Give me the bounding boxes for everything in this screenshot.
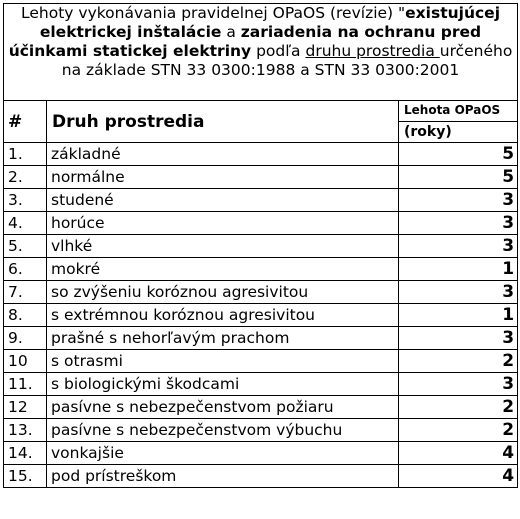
title-text-1: Lehoty vykonávania pravidelnej OPaOS (revízie) " (21, 4, 406, 22)
row-interval-years: 1 (399, 258, 518, 281)
table-row (4, 465, 518, 488)
header-interval-unit: (roky) (399, 122, 518, 143)
title-text-4: určeného na základe STN 33 0300:1988 a STN 33 0300:2001 (61, 42, 513, 79)
table-row (4, 442, 518, 465)
table-row (4, 166, 518, 189)
row-environment-type: so zvýšeniu koróznou agresivitou (47, 281, 399, 304)
row-environment-type: studené (47, 189, 399, 212)
row-number: 3. (4, 189, 47, 212)
row-interval-years: 3 (399, 373, 518, 396)
row-environment-type: pasívne s nebezpečenstvom výbuchu (47, 419, 399, 442)
title-bold-2: zariadenia na ochranu pred účinkami statickej elektriny (8, 23, 482, 60)
table-row (4, 258, 518, 281)
row-environment-type: základné (47, 143, 399, 166)
table-row (4, 143, 518, 166)
row-interval-years: 5 (399, 166, 518, 189)
row-number: 6. (4, 258, 47, 281)
row-interval-years: 3 (399, 327, 518, 350)
title-text-3: podľa (251, 42, 306, 60)
table-row (4, 235, 518, 258)
row-number: 4. (4, 212, 47, 235)
row-environment-type: prašné s nehorľavým prachom (47, 327, 399, 350)
row-interval-years: 2 (399, 396, 518, 419)
row-number: 15. (4, 465, 47, 488)
row-environment-type: pasívne s nebezpečenstvom požiaru (47, 396, 399, 419)
row-interval-years: 4 (399, 442, 518, 465)
row-number: 11. (4, 373, 47, 396)
table-row (4, 304, 518, 327)
header-interval: Lehota OPaOS (399, 101, 518, 122)
title-text-2: a (221, 23, 241, 41)
row-environment-type: mokré (47, 258, 399, 281)
row-environment-type: s biologickými škodcami (47, 373, 399, 396)
table-row (4, 350, 518, 373)
row-environment-type: vonkajšie (47, 442, 399, 465)
row-number: 10 (4, 350, 47, 373)
row-environment-type: pod prístreškom (47, 465, 399, 488)
row-environment-type: s extrémnou koróznou agresivitou (47, 304, 399, 327)
row-number: 13. (4, 419, 47, 442)
inspection-interval-table-wrapper (3, 3, 517, 488)
table-row (4, 212, 518, 235)
inspection-interval-table (3, 3, 518, 488)
row-interval-years: 3 (399, 235, 518, 258)
row-interval-years: 1 (399, 304, 518, 327)
table-row (4, 281, 518, 304)
row-number: 1. (4, 143, 47, 166)
row-environment-type: horúce (47, 212, 399, 235)
table-row (4, 373, 518, 396)
row-environment-type: vlhké (47, 235, 399, 258)
row-interval-years: 3 (399, 281, 518, 304)
title-bold-1: existujúcej elektrickej inštalácie (39, 4, 501, 41)
row-interval-years: 2 (399, 350, 518, 373)
row-number: 9. (4, 327, 47, 350)
table-row (4, 419, 518, 442)
row-number: 7. (4, 281, 47, 304)
row-number: 5. (4, 235, 47, 258)
row-number: 14. (4, 442, 47, 465)
table-row (4, 327, 518, 350)
header-number: # (4, 101, 47, 143)
row-environment-type: normálne (47, 166, 399, 189)
table-row (4, 189, 518, 212)
row-interval-years: 2 (399, 419, 518, 442)
row-environment-type: s otrasmi (47, 350, 399, 373)
header-environment-type: Druh prostredia (47, 101, 399, 143)
row-interval-years: 3 (399, 212, 518, 235)
table-title (4, 4, 518, 101)
row-interval-years: 5 (399, 143, 518, 166)
title-underlined: druhu prostredia (305, 42, 440, 60)
row-interval-years: 4 (399, 465, 518, 488)
row-number: 12 (4, 396, 47, 419)
table-row (4, 396, 518, 419)
row-number: 2. (4, 166, 47, 189)
row-number: 8. (4, 304, 47, 327)
row-interval-years: 3 (399, 189, 518, 212)
